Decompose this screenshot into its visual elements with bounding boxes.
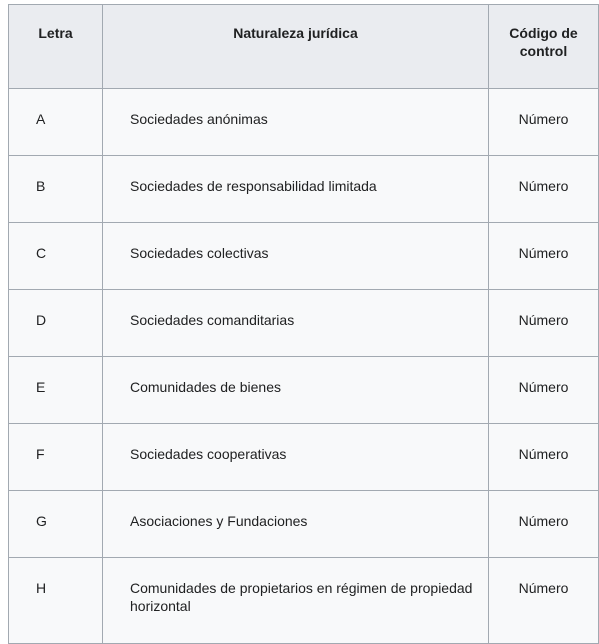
cell-naturaleza: Comunidades de bienes xyxy=(103,357,489,424)
nif-letters-table xyxy=(8,4,599,644)
cell-naturaleza: Comunidades de propietarios en régimen de propiedad horizontal xyxy=(103,558,489,644)
table-row xyxy=(9,491,599,558)
cell-codigo: Número xyxy=(489,357,599,424)
table-row xyxy=(9,357,599,424)
cell-codigo: Número xyxy=(489,558,599,644)
table-header-row xyxy=(9,5,599,89)
table-row xyxy=(9,558,599,644)
cell-codigo: Número xyxy=(489,491,599,558)
cell-letra: C xyxy=(9,223,103,290)
cell-codigo: Número xyxy=(489,290,599,357)
table-row xyxy=(9,89,599,156)
table-row xyxy=(9,424,599,491)
table-row xyxy=(9,290,599,357)
cell-letra: A xyxy=(9,89,103,156)
cell-naturaleza: Asociaciones y Fundaciones xyxy=(103,491,489,558)
cell-letra: B xyxy=(9,156,103,223)
cell-letra: D xyxy=(9,290,103,357)
table-row xyxy=(9,223,599,290)
header-letra: Letra xyxy=(9,5,103,89)
cell-naturaleza: Sociedades colectivas xyxy=(103,223,489,290)
cell-naturaleza: Sociedades anónimas xyxy=(103,89,489,156)
cell-naturaleza: Sociedades comanditarias xyxy=(103,290,489,357)
table-row xyxy=(9,156,599,223)
cell-letra: F xyxy=(9,424,103,491)
header-codigo-de-control: Código de control xyxy=(489,5,599,89)
cell-codigo: Número xyxy=(489,89,599,156)
cell-codigo: Número xyxy=(489,223,599,290)
cell-codigo: Número xyxy=(489,424,599,491)
cell-naturaleza: Sociedades de responsabilidad limitada xyxy=(103,156,489,223)
cell-letra: E xyxy=(9,357,103,424)
nif-letters-table-container xyxy=(8,4,599,644)
cell-naturaleza: Sociedades cooperativas xyxy=(103,424,489,491)
cell-letra: G xyxy=(9,491,103,558)
cell-codigo: Número xyxy=(489,156,599,223)
header-naturaleza-juridica: Naturaleza jurídica xyxy=(103,5,489,89)
cell-letra: H xyxy=(9,558,103,644)
